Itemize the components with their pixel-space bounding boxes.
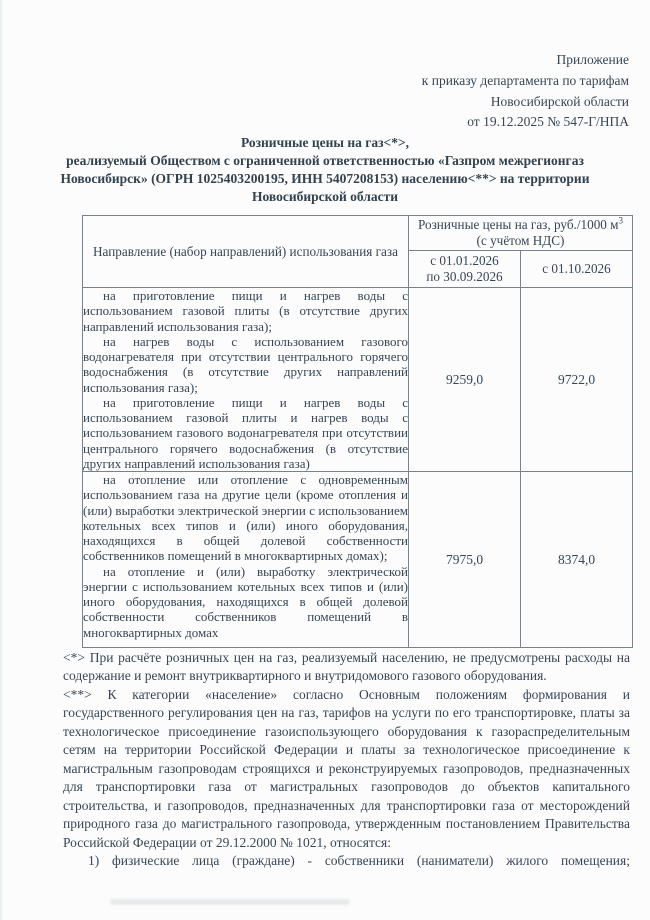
doc-title-line-1: Розничные цены на газ<*>, xyxy=(240,135,410,150)
direction-cell xyxy=(83,472,409,648)
price-cell-period-1: 9259,0 xyxy=(409,288,521,472)
table-header-row-1 xyxy=(83,216,633,251)
appendix-note-line-2: к приказу департамента по тарифам xyxy=(421,72,629,88)
scan-smudge-artifact xyxy=(110,899,350,905)
price-header-unit: Розничные цены на газ, руб./1000 м xyxy=(417,216,619,232)
appendix-note-line-3: Новосибирской области xyxy=(490,93,629,109)
doc-title-line-3: Новосибирск» (ОГРН 1025403200195, ИНН 5407208153) населению<**> на территории xyxy=(60,171,590,186)
price-cell-period-2: 8374,0 xyxy=(521,472,633,648)
direction-paragraph: на нагрев воды с использованием газового водонагревателя при отсутствии центрального горячего водоснабжения (в отсутствие других направлений использования газа); xyxy=(83,333,408,395)
price-header-sup: 3 xyxy=(618,215,624,226)
column-header-direction: Направление (набор направлений) использования газа xyxy=(83,216,409,288)
price-header-vat: (с учётом НДС) xyxy=(476,233,565,248)
price-cell-period-2: 9722,0 xyxy=(521,288,633,472)
direction-paragraph: на отопление или отопление с одновременным использованием газа на другие цели (кроме отопления и (или) выработки электрической энергии с использованием котельных всех типов и (или) иного оборудования, находящихся в общей долевой собственности собственников помещений в многоквартирных домах); xyxy=(83,472,408,564)
prices-table xyxy=(82,215,633,648)
footnote-asterisk: <*> При расчёте розничных цен на газ, реализуемый населению, не предусмотрены расходы на содержание и ремонт внутриквартирного и внутридомового газового оборудования. xyxy=(63,650,630,684)
column-header-prices xyxy=(409,216,633,251)
doc-title-line-4: Новосибирской области xyxy=(251,189,399,204)
direction-cell xyxy=(83,288,409,472)
column-header-period-1 xyxy=(409,251,521,288)
direction-paragraph: на приготовление пищи и нагрев воды с использованием газовой плиты (в отсутствие других направлений использования газа); xyxy=(83,288,408,334)
footnote-double-asterisk: <**> К категории «население» согласно Основным положениям формирования и государственного регулирования цен на газ, тарифов на услуги по его транспортировке, платы за технологическое присоединение газоиспользующего оборудования к газораспределительным сетям на территории Российской Федерации и платы за технологическое присоединение к магистральным газопроводам строящихся и реконструируемых газопроводов, предназначенных для транспортировки газа от магистральных газопроводов до объектов капитального строительства, и газопроводов, предназначенных для транспортировки газа от месторождений природного газа до магистрального газопровода, утвержденным постановлением Правительства Российской Федерации от 29.12.2000 № 1021, относятся: xyxy=(63,686,630,850)
direction-paragraph: на отопление и (или) выработку электрической энергии с использованием котельных всех типов и (или) иного оборудования, находящихся в общей долевой собственности собственников помещений в многоквартирных домах xyxy=(83,563,408,640)
appendix-note xyxy=(422,50,629,133)
footnotes xyxy=(63,649,630,870)
appendix-note-line-1: Приложение xyxy=(556,52,629,67)
table-row-cooking-water xyxy=(83,288,633,472)
period-1-line-2: по 30.09.2026 xyxy=(426,269,503,284)
direction-paragraph: на приготовление пищи и нагрев воды с использованием газовой плиты и нагрев воды с использованием газового водонагревателя при отсутствии центрального горячего водоснабжения (в отсутствие других направлений использования газа) xyxy=(83,394,408,471)
period-2-label: с 01.10.2026 xyxy=(542,260,611,276)
doc-title xyxy=(35,134,615,206)
column-header-period-2 xyxy=(521,251,633,288)
footnote-list-item-1: 1) физические лица (граждане) - собственники (наниматели) жилого помещения; xyxy=(88,852,630,868)
scan-edge-artifact xyxy=(0,0,2,920)
table-row-heating xyxy=(83,472,633,648)
doc-title-line-2: реализуемый Обществом с ограниченной ответственностью «Газпром межрегионгаз xyxy=(66,153,584,168)
price-cell-period-1: 7975,0 xyxy=(409,472,521,648)
period-1-line-1: с 01.01.2026 xyxy=(430,252,499,268)
appendix-note-line-4: от 19.12.2025 № 547-Г/НПА xyxy=(467,114,629,130)
